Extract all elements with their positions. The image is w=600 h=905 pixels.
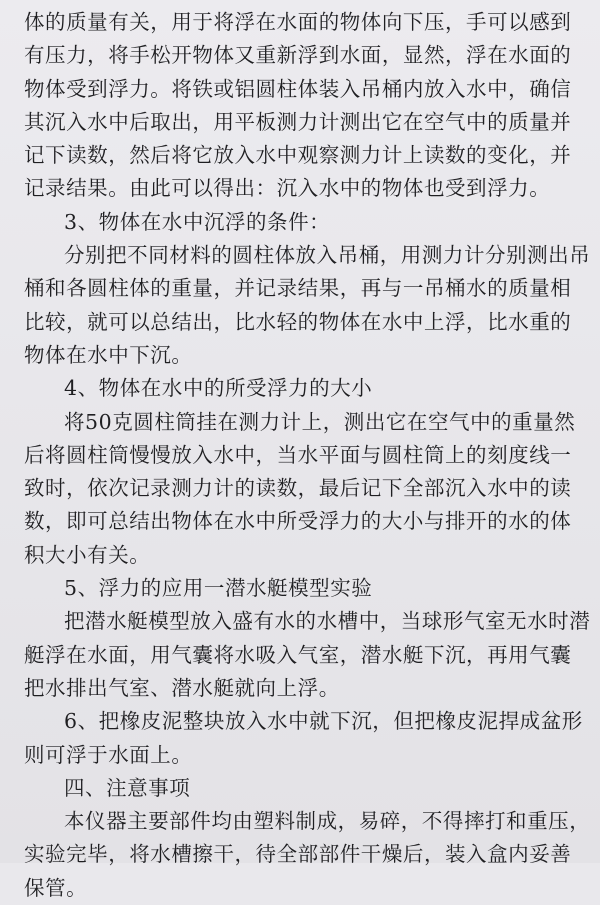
- text-line: 有压力，将手松开物体又重新浮到水面，显然，浮在水面的: [24, 43, 572, 68]
- text-line: 3、物体在水中沉浮的条件：: [64, 209, 331, 234]
- text-line: 本仪器主要部件均由塑料制成，易碎，不得摔打和重压，: [64, 809, 591, 834]
- text-line: 6、把橡皮泥整块放入水中就下沉，但把橡皮泥捍成盆形: [64, 709, 583, 734]
- text-line: 其沉入水中后取出，用平板测力计测出它在空气中的质量并: [24, 109, 572, 134]
- text-line: 则可浮于水面上。: [24, 742, 193, 767]
- text-line: 后将圆柱筒慢慢放入水中，当水平面与圆柱筒上的刻度线一: [24, 442, 572, 467]
- text-line: 将50克圆柱筒挂在测力计上，测出它在空气中的重量然: [64, 409, 576, 434]
- text-line: 把潜水艇模型放入盛有水的水槽中，当球形气室无水时潜: [64, 609, 591, 634]
- text-line: 致时，依次记录测力计的读数，最后记下全部沉入水中的读: [24, 476, 572, 501]
- text-line: 比较，就可以总结出，比水轻的物体在水中上浮，比水重的: [24, 309, 572, 334]
- text-line: 积大小有关。: [24, 542, 151, 567]
- text-line: 5、浮力的应用一潜水艇模型实验: [64, 576, 373, 601]
- text-line: 艇浮在水面，用气囊将水吸入气室，潜水艇下沉，再用气囊: [24, 642, 572, 667]
- text-line: 保管。: [24, 875, 88, 900]
- text-line: 实验完毕，将水槽擦干，待全部部件干燥后，装入盒内妥善: [24, 842, 572, 867]
- text-line: 四、注意事项: [64, 775, 191, 800]
- text-line: 把水排出气室、潜水艇就向上浮。: [24, 675, 340, 700]
- text-line: 4、物体在水中的所受浮力的大小: [64, 376, 373, 401]
- text-line: 桶和各圆柱体的重量，并记录结果，再与一吊桶水的质量相: [24, 276, 572, 301]
- text-line: 物体受到浮力。将铁或铝圆柱体装入吊桶内放入水中，确信: [24, 76, 572, 101]
- text-line: 分别把不同材料的圆柱体放入吊桶，用测力计分别测出吊: [64, 243, 591, 268]
- text-line: 体的质量有关，用于将浮在水面的物体向下压，手可以感到: [24, 10, 572, 34]
- text-line: 物体在水中下沉。: [24, 342, 193, 367]
- text-line: 记下读数，然后将它放入水中观察测力计上读数的变化，并: [24, 143, 572, 168]
- body-text: [24, 6, 591, 905]
- text-line: 记录结果。由此可以得出：沉入水中的物体也受到浮力。: [24, 176, 551, 201]
- text-line: 数，即可总结出物体在水中所受浮力的大小与排开的水的体: [24, 509, 572, 534]
